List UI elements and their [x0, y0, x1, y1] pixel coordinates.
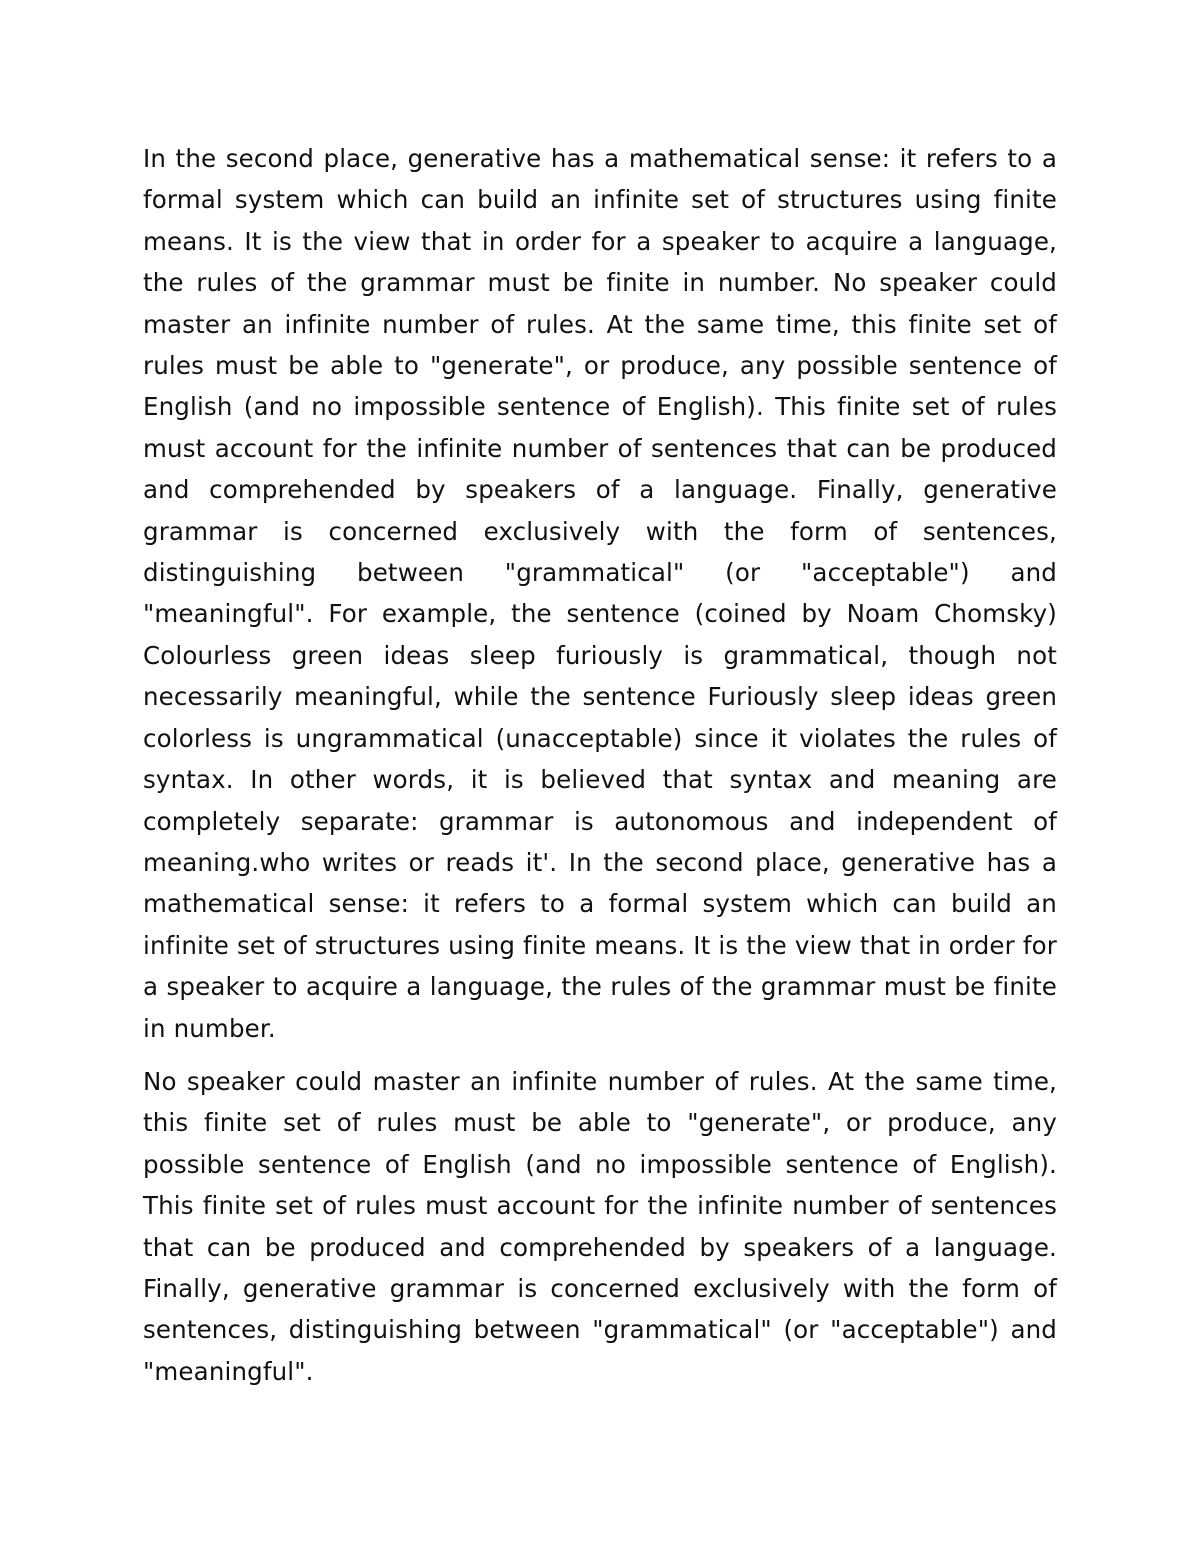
body-text [143, 138, 1057, 1392]
paragraph-2: No speaker could master an infinite number of rules. At the same time, this finite set of rules must be able to "generate", or produce, any possible sentence of English (and no impossible sentence of English). This finite set of rules must account for the infinite number of sentences that can be produced and comprehended by speakers of a language. Finally, generative grammar is concerned exclusively with the form of sentences, distinguishing between "grammatical" (or "acceptable") and "meaningful". [143, 1066, 1057, 1386]
paragraph-1: In the second place, generative has a mathematical sense: it refers to a formal system which can build an infinite set of structures using finite means. It is the view that in order for a speaker to acquire a language, the rules of the grammar must be finite in number. No speaker could master an infinite number of rules. At the same time, this finite set of rules must be able to "generate", or produce, any possible sentence of English (and no impossible sentence of English). This finite set of rules must account for the infinite number of sentences that can be produced and comprehended by speakers of a language. Finally, generative grammar is concerned exclusively with the form of sentences, distinguishing between "grammatical" (or "acceptable") and "meaningful". For example, the sentence (coined by Noam Chomsky) Colourless green ideas sleep furiously is grammatical, though not necessarily meaningful, while the sentence Furiously sleep ideas green colorless is ungrammatical (unacceptable) since it violates the rules of syntax. In other words, it is believed that syntax and meaning are completely separate: grammar is autonomous and independent of meaning.who writes or reads it'. In the second place, generative has a mathematical sense: it refers to a formal system which can build an infinite set of structures using finite means. It is the view that in order for a speaker to acquire a language, the rules of the grammar must be finite in number. [143, 144, 1057, 1043]
